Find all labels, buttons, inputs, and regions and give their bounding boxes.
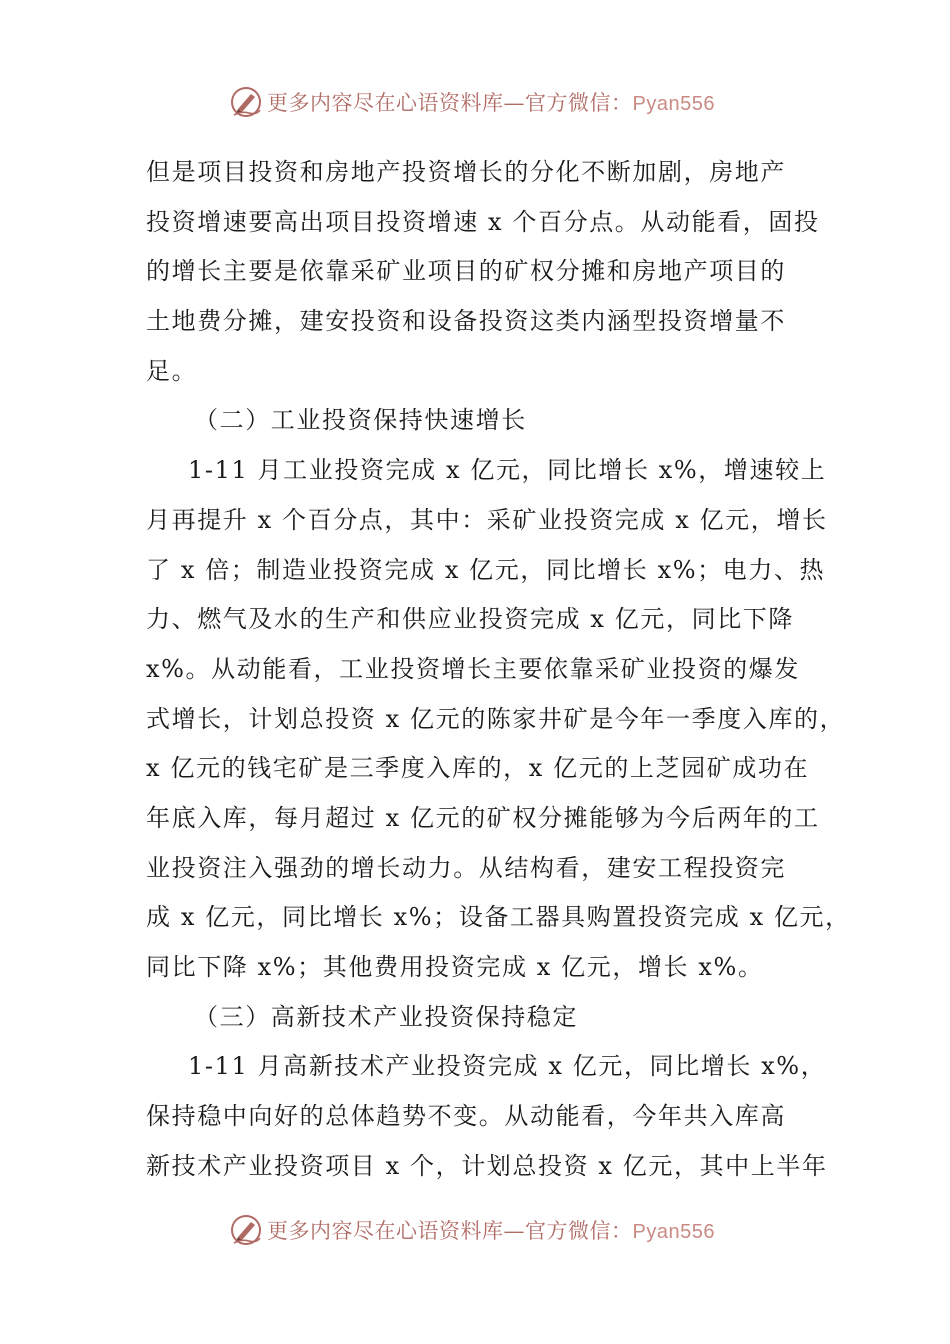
footer-banner-label: 更多内容尽在心语资料库—官方微信： bbox=[267, 1219, 633, 1243]
section-heading-3: （三）高新技术产业投资保持稳定 bbox=[194, 1002, 578, 1031]
header-banner bbox=[0, 82, 950, 122]
body-line: 月再提升 x 个百分点，其中：采矿业投资完成 x 亿元，增长 bbox=[146, 505, 828, 534]
body-line: x%。从动能看，工业投资增长主要依靠采矿业投资的爆发 bbox=[146, 654, 800, 683]
body-line: 保持稳中向好的总体趋势不变。从动能看，今年共入库高 bbox=[146, 1102, 786, 1131]
body-line: 同比下降 x%；其他费用投资完成 x 亿元，增长 x%。 bbox=[146, 953, 764, 981]
header-banner-inner bbox=[229, 85, 715, 119]
body-line: 1-11 月高新技术产业投资完成 x 亿元，同比增长 x%， bbox=[188, 1052, 827, 1081]
body-line: 业投资注入强劲的增长动力。从结构看，建安工程投资完 bbox=[146, 853, 786, 882]
body-line: 1-11 月工业投资完成 x 亿元，同比增长 x%，增速较上 bbox=[188, 456, 827, 485]
header-banner-label: 更多内容尽在心语资料库—官方微信： bbox=[267, 91, 633, 115]
body-line: 年底入库，每月超过 x 亿元的矿权分摊能够为今后两年的工 bbox=[146, 803, 820, 832]
body-line: 但是项目投资和房地产投资增长的分化不断加剧，房地产 bbox=[146, 158, 786, 186]
body-line: 新技术产业投资项目 x 个，计划总投资 x 亿元，其中上半年 bbox=[146, 1151, 828, 1180]
body-line: 的增长主要是依靠采矿业项目的矿权分摊和房地产项目的 bbox=[146, 257, 786, 286]
pen-logo-icon bbox=[229, 85, 263, 119]
section-heading-2: （二）工业投资保持快速增长 bbox=[194, 406, 527, 435]
body-line: 式增长，计划总投资 x 亿元的陈家井矿是今年一季度入库的， bbox=[146, 704, 846, 733]
body-line: 投资增速要高出项目投资增速 x 个百分点。从动能看，固投 bbox=[146, 207, 820, 236]
pen-logo-icon bbox=[229, 1213, 263, 1247]
footer-banner bbox=[0, 1210, 950, 1250]
body-line: 成 x 亿元，同比增长 x%；设备工器具购置投资完成 x 亿元， bbox=[146, 903, 851, 932]
body-line: x 亿元的钱宅矿是三季度入库的，x 亿元的上芝园矿成功在 bbox=[146, 754, 810, 783]
body-line: 力、燃气及水的生产和供应业投资完成 x 亿元，同比下降 bbox=[146, 605, 794, 634]
footer-wechat-id: Pyan556 bbox=[632, 1221, 715, 1243]
body-line: 了 x 倍；制造业投资完成 x 亿元，同比增长 x%；电力、热 bbox=[146, 555, 826, 584]
body-line: 土地费分摊，建安投资和设备投资这类内涵型投资增量不 bbox=[146, 307, 786, 336]
footer-banner-text bbox=[267, 1215, 715, 1245]
footer-banner-inner bbox=[229, 1213, 715, 1247]
header-wechat-id: Pyan556 bbox=[632, 93, 715, 115]
document-body bbox=[146, 148, 851, 1191]
body-line: 足。 bbox=[146, 356, 198, 385]
header-banner-text bbox=[267, 87, 715, 117]
